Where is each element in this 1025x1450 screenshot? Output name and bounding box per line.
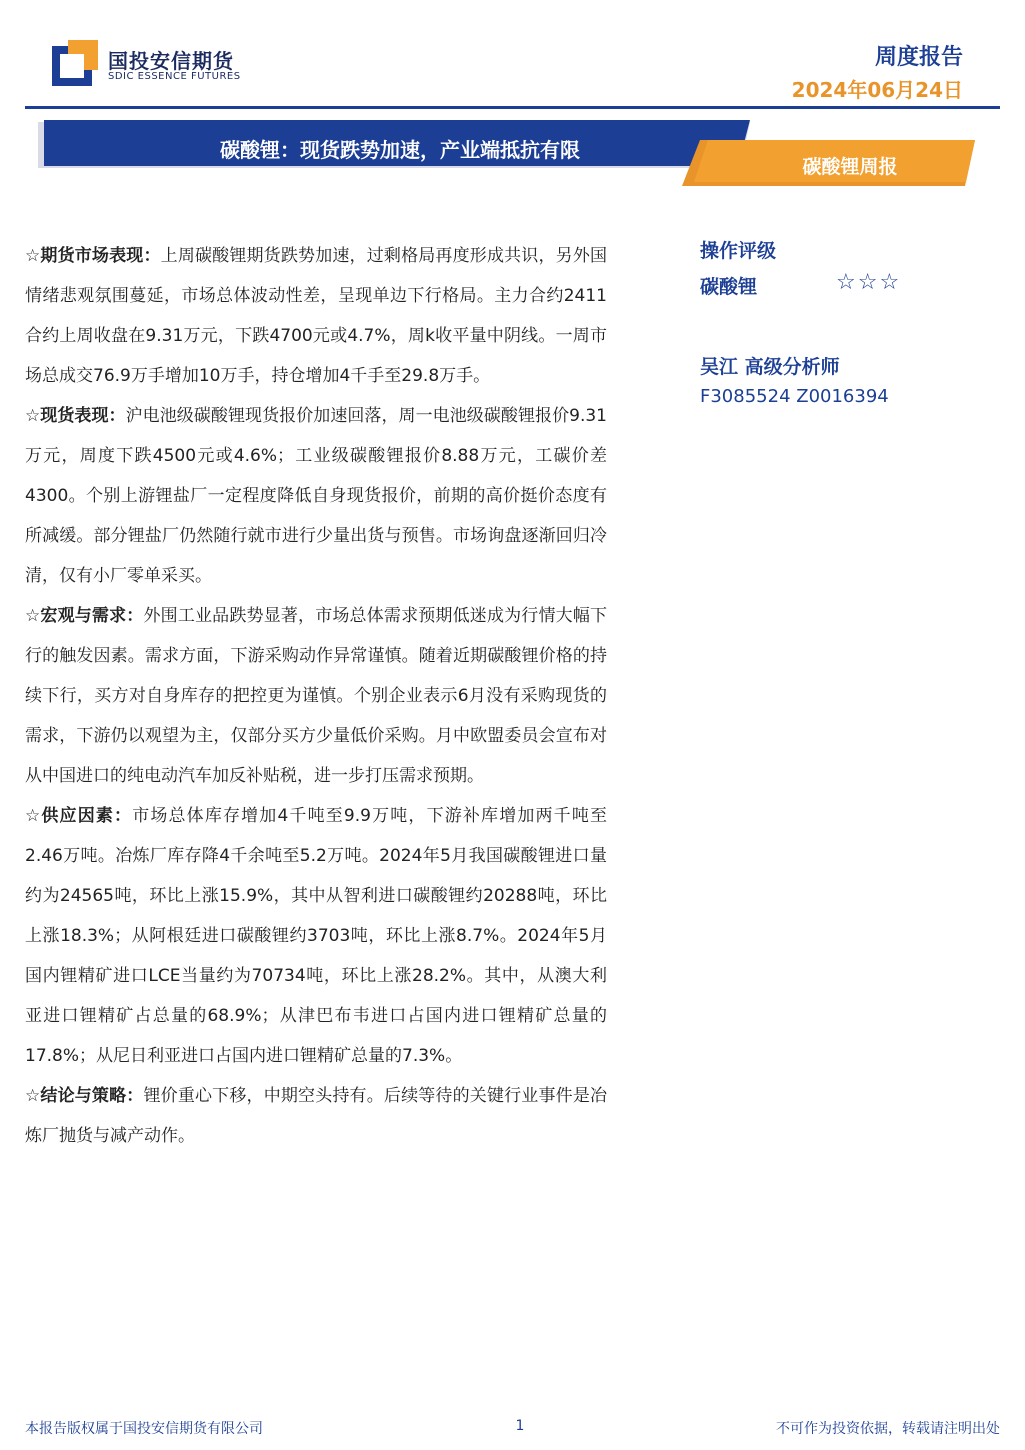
analyst-license-ids: F3085524 Z0016394: [700, 386, 889, 407]
section-text: 外围工业品跌势显著，市场总体需求预期低迷成为行情大幅下行的触发因素。需求方面，下游采购动作异常谨慎。随着近期碳酸锂价格的持续下行，买方对自身库存的把控更为谨慎。个别企业表示6月没有采购现货的需求，下游仍以观望为主，仅部分买方少量低价采购。月中欧盟委员会宣布对从中国进口的纯电动汽车加反补贴税，进一步打压需求预期。: [25, 606, 607, 786]
analyst-name: 吴江 高级分析师: [700, 356, 840, 378]
section-futures-market: [25, 236, 607, 396]
rating-label: 操作评级: [700, 240, 777, 262]
section-spot-market: [25, 396, 607, 596]
section-heading: ☆现货表现：: [25, 406, 126, 426]
section-heading: ☆宏观与需求：: [25, 606, 144, 626]
section-text: 锂价重心下移，中期空头持有。后续等待的关键行业事件是冶炼厂抛货与减产动作。: [25, 1086, 607, 1146]
page-footer: [25, 1418, 1000, 1440]
footer-disclaimer: 不可作为投资依据，转载请注明出处: [776, 1421, 1000, 1437]
section-conclusion: [25, 1076, 607, 1156]
rating-product: 碳酸锂: [700, 276, 758, 298]
company-logo: [52, 40, 242, 90]
report-date: 2024年06月24日: [791, 78, 963, 102]
report-body: [25, 236, 607, 1156]
report-type: 周度报告: [874, 45, 963, 70]
section-heading: ☆供应因素：: [25, 806, 133, 826]
section-text: 市场总体库存增加4千吨至9.9万吨，下游补库增加两千吨至2.46万吨。冶炼厂库存降4千余吨至5.2万吨。2024年5月我国碳酸锂进口量约为24565吨，环比上涨15.9%，其中从智利进口碳酸锂约20288吨，环比上涨18.3%；从阿根廷进口碳酸锂约3703吨，环比上涨8.7%。2024年5月国内锂精矿进口LCE当量约为70734吨，环比上涨28.2%。其中，从澳大利亚进口锂精矿占总量的68.9%；从津巴布韦进口占国内进口锂精矿总量的17.8%；从尼日利亚进口占国内进口锂精矿总量的7.3%。: [25, 806, 607, 1066]
section-text: 上周碳酸锂期货跌势加速，过剩格局再度形成共识，另外国情绪悲观氛围蔓延，市场总体波动性差，呈现单边下行格局。主力合约2411合约上周收盘在9.31万元，下跌4700元或4.7%，周k收平量中阴线。一周市场总成交76.9万手增加10万手，持仓增加4千手至29.8万手。: [25, 246, 607, 386]
logo-text-english: SDIC ESSENCE FUTURES: [108, 71, 241, 82]
section-text: 沪电池级碳酸锂现货报价加速回落，周一电池级碳酸锂报价9.31万元，周度下跌4500元或4.6%；工业级碳酸锂报价8.88万元，工碳价差4300。个别上游锂盐厂一定程度降低自身现货报价，前期的高价挺价态度有所减缓。部分锂盐厂仍然随行就市进行少量出货与预售。市场询盘逐渐回归冷清，仅有小厂零单采买。: [25, 406, 607, 586]
header-divider: [25, 106, 1000, 109]
section-supply: [25, 796, 607, 1076]
report-category-tag: 碳酸锂周报: [802, 156, 898, 178]
rating-stars-icon: ☆☆☆: [836, 270, 902, 295]
report-title: 碳酸锂：现货跌势加速，产业端抵抗有限: [220, 138, 580, 162]
section-macro-demand: [25, 596, 607, 796]
section-heading: ☆期货市场表现：: [25, 246, 161, 266]
footer-copyright: 本报告版权属于国投安信期货有限公司: [25, 1421, 263, 1437]
section-heading: ☆结论与策略：: [25, 1086, 144, 1106]
page-number: 1: [515, 1418, 525, 1434]
logo-mark-icon: [52, 40, 98, 86]
logo-text-chinese: 国投安信期货: [108, 49, 234, 73]
